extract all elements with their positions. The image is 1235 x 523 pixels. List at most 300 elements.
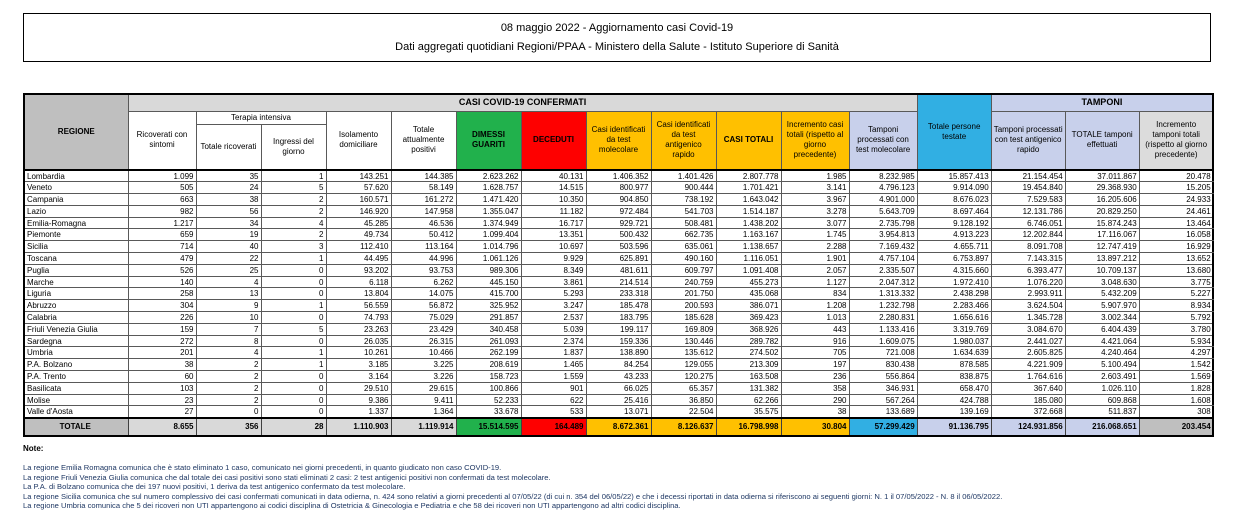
value-cell: 62.266 [716, 394, 781, 406]
region-name: Basilicata [24, 382, 128, 394]
value-cell: 904.850 [586, 194, 651, 206]
value-cell: 738.192 [651, 194, 716, 206]
value-cell: 93.202 [326, 264, 391, 276]
value-cell: 75.029 [391, 312, 456, 324]
region-name: Campania [24, 194, 128, 206]
value-cell: 38 [196, 194, 261, 206]
value-cell: 10.350 [521, 194, 586, 206]
value-cell: 12.202.844 [991, 229, 1065, 241]
value-cell: 443 [781, 323, 849, 335]
value-cell: 11.182 [521, 205, 586, 217]
value-cell: 2.047.312 [849, 276, 917, 288]
col-header-dimessi-guariti: DIMESSI GUARITI [456, 111, 521, 170]
value-cell: 916 [781, 335, 849, 347]
value-cell: 838.875 [917, 371, 991, 383]
value-cell: 2.603.491 [1065, 371, 1139, 383]
value-cell: 10.466 [391, 347, 456, 359]
region-name: Abruzzo [24, 300, 128, 312]
value-cell: 1.401.426 [651, 170, 716, 182]
value-cell: 161.272 [391, 194, 456, 206]
value-cell: 346.931 [849, 382, 917, 394]
value-cell: 23.263 [326, 323, 391, 335]
value-cell: 3.954.813 [849, 229, 917, 241]
value-cell: 511.837 [1065, 406, 1139, 418]
value-cell: 834 [781, 288, 849, 300]
value-cell: 100.866 [456, 382, 521, 394]
region-name: Puglia [24, 264, 128, 276]
section-header-tamponi: TAMPONI [991, 94, 1213, 111]
value-cell: 415.700 [456, 288, 521, 300]
value-cell: 3 [261, 241, 326, 253]
value-cell: 29.368.930 [1065, 182, 1139, 194]
value-cell: 9.929 [521, 253, 586, 265]
value-cell: 13.804 [326, 288, 391, 300]
value-cell: 2 [261, 205, 326, 217]
value-cell: 2 [196, 382, 261, 394]
table-row [24, 359, 1213, 371]
value-cell: 3.780 [1139, 323, 1213, 335]
value-cell: 262.199 [456, 347, 521, 359]
value-cell: 4.913.223 [917, 229, 991, 241]
value-cell: 258 [128, 288, 196, 300]
region-name: Sicilia [24, 241, 128, 253]
value-cell: 3.226 [391, 371, 456, 383]
table-row [24, 217, 1213, 229]
region-name: Valle d'Aosta [24, 406, 128, 418]
value-cell: 3.185 [326, 359, 391, 371]
value-cell: 50.412 [391, 229, 456, 241]
value-cell: 10.261 [326, 347, 391, 359]
value-cell: 1.364 [391, 406, 456, 418]
value-cell: 1 [261, 300, 326, 312]
value-cell: 878.585 [917, 359, 991, 371]
table-row [24, 406, 1213, 418]
value-cell: 1.217 [128, 217, 196, 229]
region-name: P.A. Bolzano [24, 359, 128, 371]
value-cell: 46.536 [391, 217, 456, 229]
region-name: Lazio [24, 205, 128, 217]
value-cell: 22.504 [651, 406, 716, 418]
value-cell: 1.232.798 [849, 300, 917, 312]
value-cell: 609.868 [1065, 394, 1139, 406]
value-cell: 2.441.027 [991, 335, 1065, 347]
value-cell: 1.013 [781, 312, 849, 324]
value-cell: 5 [261, 182, 326, 194]
value-cell: 0 [261, 406, 326, 418]
value-cell: 9.386 [326, 394, 391, 406]
value-cell: 8.934 [1139, 300, 1213, 312]
value-cell: 24 [196, 182, 261, 194]
value-cell: 4.297 [1139, 347, 1213, 359]
value-cell: 199.117 [586, 323, 651, 335]
total-value-cell: 8.126.637 [651, 418, 716, 436]
value-cell: 1.345.728 [991, 312, 1065, 324]
value-cell: 508.481 [651, 217, 716, 229]
value-cell: 659 [128, 229, 196, 241]
value-cell: 159 [128, 323, 196, 335]
region-name: Veneto [24, 182, 128, 194]
value-cell: 3.775 [1139, 276, 1213, 288]
value-cell: 721.008 [849, 347, 917, 359]
value-cell: 2.993.911 [991, 288, 1065, 300]
value-cell: 4.901.000 [849, 194, 917, 206]
value-cell: 1.514.187 [716, 205, 781, 217]
value-cell: 15.205 [1139, 182, 1213, 194]
region-name: Emilia-Romagna [24, 217, 128, 229]
value-cell: 5.432.209 [1065, 288, 1139, 300]
value-cell: 1.980.037 [917, 335, 991, 347]
value-cell: 1.745 [781, 229, 849, 241]
value-cell: 435.068 [716, 288, 781, 300]
value-cell: 1.569 [1139, 371, 1213, 383]
table-row [24, 229, 1213, 241]
report-title-box [23, 13, 1211, 62]
value-cell: 13.897.212 [1065, 253, 1139, 265]
value-cell: 1.701.421 [716, 182, 781, 194]
value-cell: 479 [128, 253, 196, 265]
value-cell: 5.792 [1139, 312, 1213, 324]
value-cell: 2.623.262 [456, 170, 521, 182]
value-cell: 15.857.413 [917, 170, 991, 182]
value-cell: 24.933 [1139, 194, 1213, 206]
value-cell: 13.680 [1139, 264, 1213, 276]
value-cell: 1 [261, 170, 326, 182]
value-cell: 19 [196, 229, 261, 241]
value-cell: 274.502 [716, 347, 781, 359]
value-cell: 5.100.494 [1065, 359, 1139, 371]
value-cell: 2 [261, 229, 326, 241]
region-name: Lombardia [24, 170, 128, 182]
value-cell: 57.620 [326, 182, 391, 194]
value-cell: 140 [128, 276, 196, 288]
value-cell: 1.542 [1139, 359, 1213, 371]
value-cell: 23 [128, 394, 196, 406]
value-cell: 1.313.332 [849, 288, 917, 300]
value-cell: 5.227 [1139, 288, 1213, 300]
value-cell: 214.514 [586, 276, 651, 288]
value-cell: 505 [128, 182, 196, 194]
value-cell: 14.075 [391, 288, 456, 300]
value-cell: 5.039 [521, 323, 586, 335]
value-cell: 40.131 [521, 170, 586, 182]
value-cell: 3.319.769 [917, 323, 991, 335]
value-cell: 44.495 [326, 253, 391, 265]
value-cell: 291.857 [456, 312, 521, 324]
table-row [24, 371, 1213, 383]
value-cell: 7.169.432 [849, 241, 917, 253]
value-cell: 386.071 [716, 300, 781, 312]
value-cell: 503.596 [586, 241, 651, 253]
value-cell: 26.315 [391, 335, 456, 347]
value-cell: 2.807.778 [716, 170, 781, 182]
region-name: Marche [24, 276, 128, 288]
value-cell: 369.423 [716, 312, 781, 324]
value-cell: 325.952 [456, 300, 521, 312]
note-sicilia: La regione Sicilia comunica che sul numero complessivo dei casi confermati comunicati in data odierna, n. 424 sono relativi a giorni precedenti al 07/05/22 (di cui n. 354 del 06/05/22) e che i decessi riportati in data odierna si riferiscono ai seguenti giorni: N. 1 il 07/05/2022 - N. 8 il 06/05/2022. [23, 491, 1003, 501]
col-header-ricoverati: Ricoverati con sintomi [128, 111, 196, 170]
value-cell: 6.404.439 [1065, 323, 1139, 335]
value-cell: 8.232.985 [849, 170, 917, 182]
value-cell: 160.571 [326, 194, 391, 206]
value-cell: 1.026.110 [1065, 382, 1139, 394]
region-name: Liguria [24, 288, 128, 300]
value-cell: 1.374.949 [456, 217, 521, 229]
value-cell: 4.796.123 [849, 182, 917, 194]
value-cell: 1.138.657 [716, 241, 781, 253]
value-cell: 133.689 [849, 406, 917, 418]
value-cell: 84.254 [586, 359, 651, 371]
col-header-totale-ricoverati: Totale ricoverati [196, 124, 261, 170]
value-cell: 1 [261, 347, 326, 359]
value-cell: 1.643.042 [716, 194, 781, 206]
value-cell: 1.099.404 [456, 229, 521, 241]
value-cell: 4.421.064 [1065, 335, 1139, 347]
table-row [24, 253, 1213, 265]
value-cell: 1.901 [781, 253, 849, 265]
col-header-attualmente-positivi: Totale attualmente positivi [391, 111, 456, 170]
value-cell: 1.133.416 [849, 323, 917, 335]
value-cell: 2.288 [781, 241, 849, 253]
value-cell: 10.697 [521, 241, 586, 253]
col-header-casi-totali: CASI TOTALI [716, 111, 781, 170]
value-cell: 183.795 [586, 312, 651, 324]
value-cell: 45.285 [326, 217, 391, 229]
value-cell: 4.655.711 [917, 241, 991, 253]
value-cell: 29.615 [391, 382, 456, 394]
value-cell: 226 [128, 312, 196, 324]
value-cell: 289.782 [716, 335, 781, 347]
value-cell: 233.318 [586, 288, 651, 300]
value-cell: 622 [521, 394, 586, 406]
value-cell: 103 [128, 382, 196, 394]
value-cell: 1.656.616 [917, 312, 991, 324]
region-name: P.A. Trento [24, 371, 128, 383]
value-cell: 19.454.840 [991, 182, 1065, 194]
total-value-cell: 124.931.856 [991, 418, 1065, 436]
table-row [24, 170, 1213, 182]
value-cell: 8.676.023 [917, 194, 991, 206]
value-cell: 7.529.583 [991, 194, 1065, 206]
note-umbria: La regione Umbria comunica che 5 dei ricoveri non UTI appartengono ai codici disciplina di Ostetricia & Ginecologia e Pediatria e che 58 dei ricoveri non UTI appartengono ad altri codici disciplina. [23, 501, 681, 511]
total-label: TOTALE [24, 418, 128, 436]
value-cell: 5.907.970 [1065, 300, 1139, 312]
value-cell: 185.628 [651, 312, 716, 324]
value-cell: 1.337 [326, 406, 391, 418]
value-cell: 22 [196, 253, 261, 265]
value-cell: 56.559 [326, 300, 391, 312]
value-cell: 120.275 [651, 371, 716, 383]
value-cell: 3.164 [326, 371, 391, 383]
value-cell: 3.624.504 [991, 300, 1065, 312]
value-cell: 3.278 [781, 205, 849, 217]
value-cell: 3.084.670 [991, 323, 1065, 335]
value-cell: 500.432 [586, 229, 651, 241]
total-value-cell: 30.804 [781, 418, 849, 436]
value-cell: 1.406.352 [586, 170, 651, 182]
value-cell: 13.652 [1139, 253, 1213, 265]
value-cell: 56.872 [391, 300, 456, 312]
col-header-casi-antigenico: Casi identificati da test antigenico rapido [651, 111, 716, 170]
col-header-totale-tamponi: TOTALE tamponi effettuati [1065, 111, 1139, 170]
value-cell: 6.262 [391, 276, 456, 288]
total-value-cell: 57.299.429 [849, 418, 917, 436]
value-cell: 4.221.909 [991, 359, 1065, 371]
value-cell: 0 [261, 276, 326, 288]
value-cell: 556.864 [849, 371, 917, 383]
value-cell: 159.336 [586, 335, 651, 347]
value-cell: 800.977 [586, 182, 651, 194]
value-cell: 372.668 [991, 406, 1065, 418]
value-cell: 17.116.067 [1065, 229, 1139, 241]
value-cell: 20.829.250 [1065, 205, 1139, 217]
value-cell: 112.410 [326, 241, 391, 253]
value-cell: 2.735.798 [849, 217, 917, 229]
value-cell: 1 [261, 253, 326, 265]
value-cell: 0 [261, 382, 326, 394]
value-cell: 12.131.786 [991, 205, 1065, 217]
notes-section [23, 444, 1223, 511]
value-cell: 3.967 [781, 194, 849, 206]
value-cell: 52.233 [456, 394, 521, 406]
value-cell: 44.996 [391, 253, 456, 265]
value-cell: 40 [196, 241, 261, 253]
value-cell: 2.283.466 [917, 300, 991, 312]
value-cell: 144.385 [391, 170, 456, 182]
total-value-cell: 356 [196, 418, 261, 436]
value-cell: 2.537 [521, 312, 586, 324]
value-cell: 9.128.192 [917, 217, 991, 229]
value-cell: 1.099 [128, 170, 196, 182]
value-cell: 130.446 [651, 335, 716, 347]
region-name: Molise [24, 394, 128, 406]
region-name: Piemonte [24, 229, 128, 241]
value-cell: 1.985 [781, 170, 849, 182]
value-cell: 5.643.709 [849, 205, 917, 217]
value-cell: 982 [128, 205, 196, 217]
value-cell: 0 [261, 312, 326, 324]
value-cell: 3.141 [781, 182, 849, 194]
value-cell: 163.508 [716, 371, 781, 383]
table-row [24, 264, 1213, 276]
value-cell: 1.014.796 [456, 241, 521, 253]
value-cell: 2 [261, 194, 326, 206]
region-name: Toscana [24, 253, 128, 265]
value-cell: 658.470 [917, 382, 991, 394]
value-cell: 185.478 [586, 300, 651, 312]
value-cell: 4 [196, 276, 261, 288]
value-cell: 56 [196, 205, 261, 217]
region-name: Sardegna [24, 335, 128, 347]
value-cell: 3.225 [391, 359, 456, 371]
report-subtitle: Dati aggregati quotidiani Regioni/PPAA - Ministero della Salute - Istituto Superiore di Sanità [395, 41, 839, 54]
col-header-tamponi-antigenico: Tamponi processati con test antigenico rapido [991, 111, 1065, 170]
col-header-regione: REGIONE [24, 94, 128, 170]
value-cell: 3.247 [521, 300, 586, 312]
value-cell: 662.735 [651, 229, 716, 241]
value-cell: 8.091.708 [991, 241, 1065, 253]
value-cell: 8.697.464 [917, 205, 991, 217]
value-cell: 200.593 [651, 300, 716, 312]
value-cell: 526 [128, 264, 196, 276]
report-title: 08 maggio 2022 - Aggiornamento casi Covid-19 [500, 21, 734, 34]
value-cell: 929.721 [586, 217, 651, 229]
value-cell: 830.438 [849, 359, 917, 371]
total-value-cell: 164.489 [521, 418, 586, 436]
value-cell: 43.233 [586, 371, 651, 383]
value-cell: 185.080 [991, 394, 1065, 406]
value-cell: 201.750 [651, 288, 716, 300]
region-name: Friuli Venezia Giulia [24, 323, 128, 335]
value-cell: 15.874.243 [1065, 217, 1139, 229]
value-cell: 213.309 [716, 359, 781, 371]
value-cell: 16.058 [1139, 229, 1213, 241]
value-cell: 1.091.408 [716, 264, 781, 276]
value-cell: 21.154.454 [991, 170, 1065, 182]
value-cell: 481.611 [586, 264, 651, 276]
value-cell: 49.734 [326, 229, 391, 241]
col-header-tamponi-molecolare: Tamponi processati con test molecolare [849, 111, 917, 170]
value-cell: 60 [128, 371, 196, 383]
value-cell: 35.575 [716, 406, 781, 418]
value-cell: 609.797 [651, 264, 716, 276]
total-row [24, 418, 1213, 436]
value-cell: 2.057 [781, 264, 849, 276]
value-cell: 1.634.639 [917, 347, 991, 359]
value-cell: 6.393.477 [991, 264, 1065, 276]
value-cell: 7 [196, 323, 261, 335]
note-emilia-romagna: La regione Emilia Romagna comunica che è stato eliminato 1 caso, comunicato nei giorni precedenti, in quanto giudicato non caso COVID-19. [23, 463, 502, 472]
covid-data-table [23, 93, 1214, 437]
value-cell: 6.746.051 [991, 217, 1065, 229]
value-cell: 0 [261, 371, 326, 383]
value-cell: 2 [196, 394, 261, 406]
value-cell: 4.240.464 [1065, 347, 1139, 359]
value-cell: 66.025 [586, 382, 651, 394]
value-cell: 16.205.606 [1065, 194, 1139, 206]
value-cell: 6.118 [326, 276, 391, 288]
value-cell: 113.164 [391, 241, 456, 253]
value-cell: 208.619 [456, 359, 521, 371]
total-value-cell: 8.672.361 [586, 418, 651, 436]
value-cell: 197 [781, 359, 849, 371]
value-cell: 972.484 [586, 205, 651, 217]
value-cell: 705 [781, 347, 849, 359]
value-cell: 38 [781, 406, 849, 418]
section-header-casi-confermati: CASI COVID-19 CONFERMATI [128, 94, 917, 111]
value-cell: 13.071 [586, 406, 651, 418]
col-header-casi-molecolare: Casi identificati da test molecolare [586, 111, 651, 170]
total-value-cell: 216.068.651 [1065, 418, 1139, 436]
value-cell: 424.788 [917, 394, 991, 406]
value-cell: 13.464 [1139, 217, 1213, 229]
value-cell: 1.116.051 [716, 253, 781, 265]
value-cell: 4 [261, 217, 326, 229]
value-cell: 368.926 [716, 323, 781, 335]
value-cell: 2.374 [521, 335, 586, 347]
value-cell: 147.958 [391, 205, 456, 217]
col-header-terapia-intensiva: Terapia intensiva [196, 111, 326, 124]
value-cell: 26.035 [326, 335, 391, 347]
value-cell: 5 [261, 323, 326, 335]
table-row [24, 382, 1213, 394]
value-cell: 2.335.507 [849, 264, 917, 276]
value-cell: 0 [261, 335, 326, 347]
value-cell: 129.055 [651, 359, 716, 371]
value-cell: 9.411 [391, 394, 456, 406]
value-cell: 25.416 [586, 394, 651, 406]
table-row [24, 205, 1213, 217]
value-cell: 4 [196, 347, 261, 359]
